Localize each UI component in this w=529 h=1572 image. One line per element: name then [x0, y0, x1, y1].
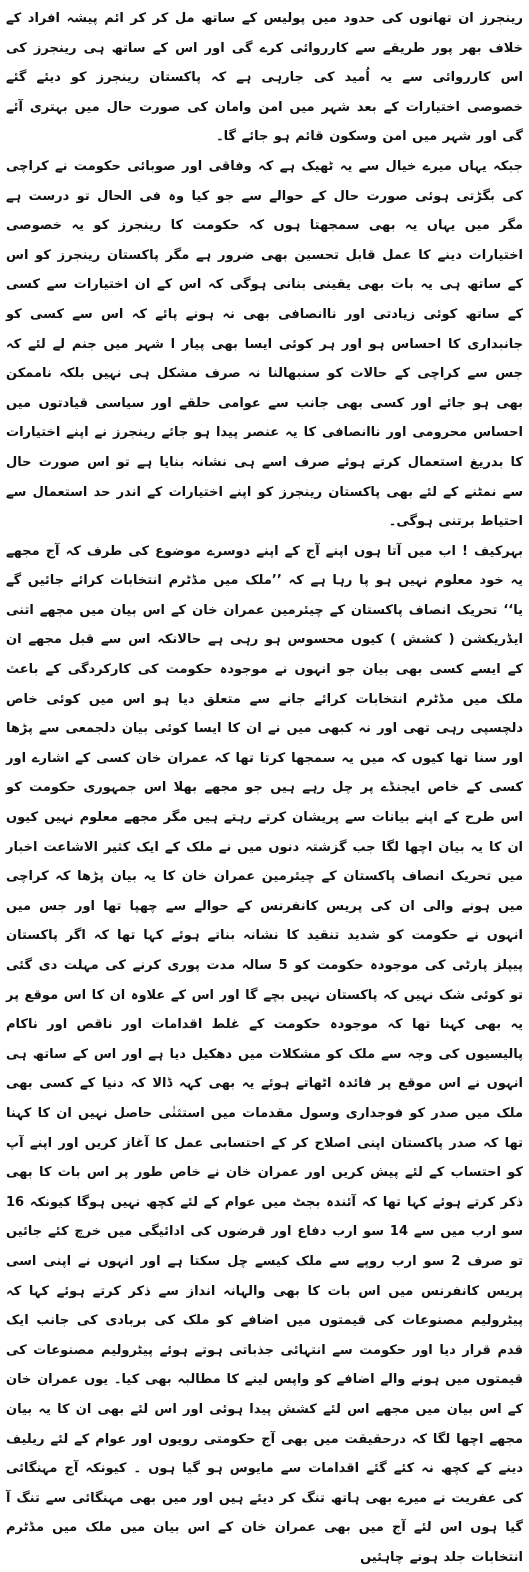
article-paragraph-rangers-operation: رینجرز ان تھانوں کی حدود میں پولیس کے ساتھ مل کر کر ائم پیشہ افراد کے خلاف بھر پور طریقے سے کارروائی کرے گی اور اس کے ساتھ ہی رینجرز کی اس کارروائی سے یہ اُمید کی جارہی ہے کہ پاکستان رینجرز کو دیئے گئے خصوصی اختیارات کے بعد شہر میں امن وامان کی صورت حال میں بہتری آئے گی اور شہر میں امن وسکون قائم ہو جائے گا۔ [6, 11, 523, 145]
urdu-article-text [6, 4, 523, 1572]
article-paragraph-rangers-powers: جبکہ یہاں میرے خیال سے یہ ٹھیک ہے کہ وفاقی اور صوبائی حکومت نے کراچی کی بگڑتی ہوئی صورت حال کے حوالے سے جو کیا وہ فی الحال تو درست ہے مگر میں یہاں یہ بھی سمجھتا ہوں کہ حکومت کا رینجرز کو یہ خصوصی اختیارات دینے کا عمل قابل تحسین بھی ضرور ہے مگر پاکستان رینجرز کو اس کے ساتھ ہی یہ بات بھی یقینی بنانی ہوگی کہ اس کے ان اختیارات سے کسی کے ساتھ کوئی زیادتی اور ناانصافی بھی نہ ہونے پائے کہ اس سے کسی کو جانبداری کا احساس ہو اور ہر کوئی ایسا بھی پیار ا شہر میں جنم لے لئے کہ جس سے کراچی کے حالات کو سنبھالنا نہ صرف مشکل ہی نہیں بلکہ ناممکن بھی ہو جائے اور کسی بھی جانب سے عوامی حلقے اور سیاسی قیادتوں میں احساس محرومی اور ناانصافی کا یہ عنصر پیدا ہو جائے رینجرز نے اپنے اختیارات کا بدریغ استعمال کرتے ہوئے صرف اسے ہی نشانہ بنایا ہے تو اس صورت حال سے نمٹنے کے لئے بھی پاکستان رینجرز کو اپنے اختیارات کے اندر حد استعمال سے احتیاط برتنی ہوگی۔ [6, 158, 523, 530]
article-paragraph-midterm-elections: بہرکیف ! اب میں آتا ہوں اپنے آج کے اپنے دوسرے موضوع کی طرف کہ آج مجھے یہ خود معلوم نہیں ہو پا رہا ہے کہ ’’ملک میں مڈٹرم انتخابات کرائے جائیں گے یا‘‘ تحریک انصاف پاکستان کے چیئرمین عمران خان کے اس بیان میں مجھے اتنی ایڈریکشن ( کشش ) کیوں محسوس ہو رہی ہے حالانکہ اس سے قبل مجھے ان کے ایسے کسی بھی بیان جو انہوں نے موجودہ حکومت کی کارکردگی کے باعث ملک میں مڈٹرم انتخابات کرائے جانے سے متعلق دیا ہو اس میں کوئی خاص دلچسپی رہی تھی اور نہ کبھی میں نے ان کا ایسا کوئی بیان دلجمعی سے پڑھا اور سنا تھا کیوں کہ میں یہ سمجھا کرتا تھا کہ عمران خان کسی کے اشارے اور کسی کے خاص ایجنڈے پر چل رہے ہیں جو مجھے بھلا اس جمہوری حکومت کو اس طرح کے اپنے بیانات سے پریشان کرتے رہتے ہیں مگر مجھے معلوم نہیں کیوں ان کا یہ بیان اچھا لگا جب گزشتہ دنوں میں نے ملک کے ایک کثیر الاشاعت اخبار میں تحریک انصاف پاکستان کے چیئرمین عمران خان کا یہ بیان پڑھا کہ کراچی میں ہونے والی ان کی پریس کانفرنس کے حوالے سے چھپا تھا اور جس میں انہوں نے حکومت کو شدید تنقید کا نشانہ بناتے ہوئے کہا تھا کہ اگر پاکستان پیپلز پارٹی کی موجودہ حکومت کو 5 سالہ مدت پوری کرنے کی مہلت دی گئی تو کوئی شک نہیں کہ پاکستان نہیں بچے گا اور اس کے علاوہ ان کا اس موقع پر یہ بھی کہنا تھا کہ موجودہ حکومت کے غلط اقدامات اور ناقص اور ناکام پالیسیوں کی وجہ سے ملک کو مشکلات میں دھکیل دیا ہے اور اس کے ساتھ ہی انہوں نے اس موقع پر فائدہ اٹھاتے ہوئے یہ بھی کہہ ڈالا کہ دنیا کے کسی بھی ملک میں صدر کو فوجداری وسول مقدمات میں استثنٰی حاصل نہیں ان کا کہنا تھا کہ صدر پاکستان اپنی اصلاح کر کے احتسابی عمل کا آغاز کریں اور اپنے آپ کو احتساب کے لئے پیش کریں اور عمران خان نے خاص طور پر اس بات کا بھی ذکر کرتے ہوئے کہا تھا کہ آئندہ بجٹ میں عوام کے لئے کچھ نہیں ہوگا کیونکہ 16 سو ارب میں سے 14 سو ارب دفاع اور قرضوں کی ادائیگی میں خرچ کئے جائیں تو صرف 2 سو ارب روپے سے ملک کیسے چل سکتا ہے اور انہوں نے اپنی اسی پریس کانفرنس میں اس بات کا بھی والہانہ انداز سے ذکر کرتے ہوئے کہا کہ پیٹرولیم مصنوعات کی قیمتوں میں اضافے کو ملک کی بربادی کی جانب ایک قدم قرار دیا اور حکومت سے انتہائی جذباتی ہوتے ہوئے پیٹرولیم مصنوعات کی قیمتوں میں ہونے والے اضافے کو واپس لینے کا مطالبہ بھی کیا۔ یوں عمران خان کے اس بیان میں مجھے اس لئے کشش پیدا ہوئی اور اس لئے بھی ان کا یہ بیان مجھے اچھا لگا کہ درحقیقت میں بھی آج حکومتی رویوں اور عوام کے لئے ریلیف دینے کے کچھ نہ کئے گئے اقدامات سے مایوس ہو گیا ہوں ۔ کیونکہ آج مہنگائی کی عفریت نے میرے بھی ہاتھ تنگ کر دیئے ہیں اور میں بھی مہنگائی سے تنگ آ گیا ہوں اس لئے آج میں بھی عمران خان کے اس بیان میں ملک میں مڈٹرم انتخابات جلد ہونے چاہئیں [6, 543, 523, 1565]
